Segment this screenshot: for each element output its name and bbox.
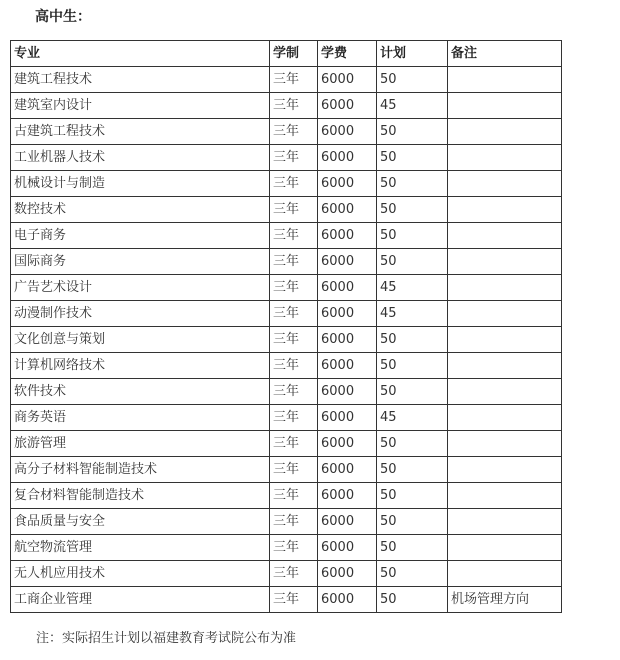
- cell-tuition: 6000: [318, 327, 377, 353]
- cell-duration: 三年: [270, 171, 318, 197]
- cell-duration: 三年: [270, 301, 318, 327]
- cell-major: 工业机器人技术: [11, 145, 270, 171]
- cell-plan: 50: [377, 197, 448, 223]
- cell-plan: 45: [377, 301, 448, 327]
- cell-major: 软件技术: [11, 379, 270, 405]
- cell-plan: 45: [377, 93, 448, 119]
- cell-tuition: 6000: [318, 379, 377, 405]
- cell-remarks: 机场管理方向: [448, 587, 562, 613]
- cell-major: 建筑工程技术: [11, 67, 270, 93]
- cell-major: 文化创意与策划: [11, 327, 270, 353]
- cell-remarks: [448, 197, 562, 223]
- table-row: [11, 483, 562, 509]
- table-row: [11, 405, 562, 431]
- cell-tuition: 6000: [318, 67, 377, 93]
- header-tuition: 学费: [318, 41, 377, 67]
- cell-plan: 50: [377, 509, 448, 535]
- cell-major: 数控技术: [11, 197, 270, 223]
- cell-major: 国际商务: [11, 249, 270, 275]
- cell-plan: 50: [377, 561, 448, 587]
- header-remarks: 备注: [448, 41, 562, 67]
- table-row: [11, 587, 562, 613]
- cell-major: 机械设计与制造: [11, 171, 270, 197]
- cell-tuition: 6000: [318, 223, 377, 249]
- table-row: [11, 67, 562, 93]
- cell-tuition: 6000: [318, 249, 377, 275]
- cell-tuition: 6000: [318, 431, 377, 457]
- table-row: [11, 431, 562, 457]
- cell-tuition: 6000: [318, 587, 377, 613]
- cell-remarks: [448, 353, 562, 379]
- cell-remarks: [448, 483, 562, 509]
- cell-duration: 三年: [270, 223, 318, 249]
- cell-duration: 三年: [270, 353, 318, 379]
- table-body: [11, 67, 562, 613]
- cell-plan: 50: [377, 483, 448, 509]
- cell-tuition: 6000: [318, 301, 377, 327]
- cell-plan: 50: [377, 379, 448, 405]
- cell-tuition: 6000: [318, 561, 377, 587]
- cell-major: 旅游管理: [11, 431, 270, 457]
- cell-plan: 45: [377, 405, 448, 431]
- cell-remarks: [448, 327, 562, 353]
- cell-remarks: [448, 379, 562, 405]
- table-row: [11, 275, 562, 301]
- cell-major: 工商企业管理: [11, 587, 270, 613]
- cell-duration: 三年: [270, 405, 318, 431]
- cell-duration: 三年: [270, 119, 318, 145]
- cell-major: 复合材料智能制造技术: [11, 483, 270, 509]
- cell-remarks: [448, 119, 562, 145]
- cell-plan: 50: [377, 587, 448, 613]
- cell-duration: 三年: [270, 535, 318, 561]
- cell-duration: 三年: [270, 457, 318, 483]
- cell-remarks: [448, 457, 562, 483]
- table-row: [11, 119, 562, 145]
- table-row: [11, 171, 562, 197]
- cell-remarks: [448, 535, 562, 561]
- cell-plan: 50: [377, 223, 448, 249]
- cell-tuition: 6000: [318, 119, 377, 145]
- table-row: [11, 327, 562, 353]
- cell-duration: 三年: [270, 327, 318, 353]
- table-header-row: [11, 41, 562, 67]
- cell-major: 建筑室内设计: [11, 93, 270, 119]
- cell-tuition: 6000: [318, 353, 377, 379]
- cell-remarks: [448, 301, 562, 327]
- cell-remarks: [448, 405, 562, 431]
- cell-tuition: 6000: [318, 405, 377, 431]
- cell-remarks: [448, 67, 562, 93]
- cell-plan: 50: [377, 119, 448, 145]
- cell-duration: 三年: [270, 561, 318, 587]
- cell-major: 动漫制作技术: [11, 301, 270, 327]
- cell-remarks: [448, 171, 562, 197]
- table-row: [11, 561, 562, 587]
- cell-tuition: 6000: [318, 93, 377, 119]
- cell-duration: 三年: [270, 483, 318, 509]
- table-row: [11, 535, 562, 561]
- cell-duration: 三年: [270, 509, 318, 535]
- cell-plan: 50: [377, 353, 448, 379]
- cell-plan: 50: [377, 145, 448, 171]
- cell-tuition: 6000: [318, 197, 377, 223]
- cell-remarks: [448, 509, 562, 535]
- enrollment-plan-table: [10, 40, 562, 613]
- cell-tuition: 6000: [318, 509, 377, 535]
- table-row: [11, 301, 562, 327]
- cell-major: 无人机应用技术: [11, 561, 270, 587]
- cell-tuition: 6000: [318, 145, 377, 171]
- section-heading: 高中生：: [35, 9, 91, 25]
- cell-remarks: [448, 561, 562, 587]
- cell-duration: 三年: [270, 275, 318, 301]
- cell-remarks: [448, 223, 562, 249]
- cell-tuition: 6000: [318, 171, 377, 197]
- cell-plan: 50: [377, 535, 448, 561]
- cell-plan: 50: [377, 457, 448, 483]
- cell-major: 航空物流管理: [11, 535, 270, 561]
- cell-duration: 三年: [270, 67, 318, 93]
- cell-remarks: [448, 431, 562, 457]
- cell-duration: 三年: [270, 379, 318, 405]
- cell-major: 电子商务: [11, 223, 270, 249]
- cell-duration: 三年: [270, 587, 318, 613]
- cell-major: 古建筑工程技术: [11, 119, 270, 145]
- cell-plan: 50: [377, 171, 448, 197]
- table-row: [11, 379, 562, 405]
- cell-tuition: 6000: [318, 535, 377, 561]
- cell-duration: 三年: [270, 93, 318, 119]
- cell-plan: 50: [377, 327, 448, 353]
- footnote: 注：实际招生计划以福建教育考试院公布为准: [36, 631, 297, 646]
- table-row: [11, 223, 562, 249]
- cell-remarks: [448, 93, 562, 119]
- cell-remarks: [448, 145, 562, 171]
- cell-duration: 三年: [270, 431, 318, 457]
- header-major: 专业: [11, 41, 270, 67]
- cell-major: 商务英语: [11, 405, 270, 431]
- cell-major: 食品质量与安全: [11, 509, 270, 535]
- table-row: [11, 353, 562, 379]
- cell-plan: 50: [377, 67, 448, 93]
- cell-plan: 50: [377, 249, 448, 275]
- cell-tuition: 6000: [318, 457, 377, 483]
- table-row: [11, 457, 562, 483]
- cell-duration: 三年: [270, 249, 318, 275]
- cell-remarks: [448, 249, 562, 275]
- table-row: [11, 93, 562, 119]
- table-row: [11, 509, 562, 535]
- header-duration: 学制: [270, 41, 318, 67]
- cell-major: 广告艺术设计: [11, 275, 270, 301]
- table-row: [11, 145, 562, 171]
- cell-plan: 50: [377, 431, 448, 457]
- cell-major: 计算机网络技术: [11, 353, 270, 379]
- cell-tuition: 6000: [318, 275, 377, 301]
- header-plan: 计划: [377, 41, 448, 67]
- cell-duration: 三年: [270, 197, 318, 223]
- cell-major: 高分子材料智能制造技术: [11, 457, 270, 483]
- table-row: [11, 249, 562, 275]
- cell-tuition: 6000: [318, 483, 377, 509]
- table-row: [11, 197, 562, 223]
- cell-remarks: [448, 275, 562, 301]
- cell-plan: 45: [377, 275, 448, 301]
- cell-duration: 三年: [270, 145, 318, 171]
